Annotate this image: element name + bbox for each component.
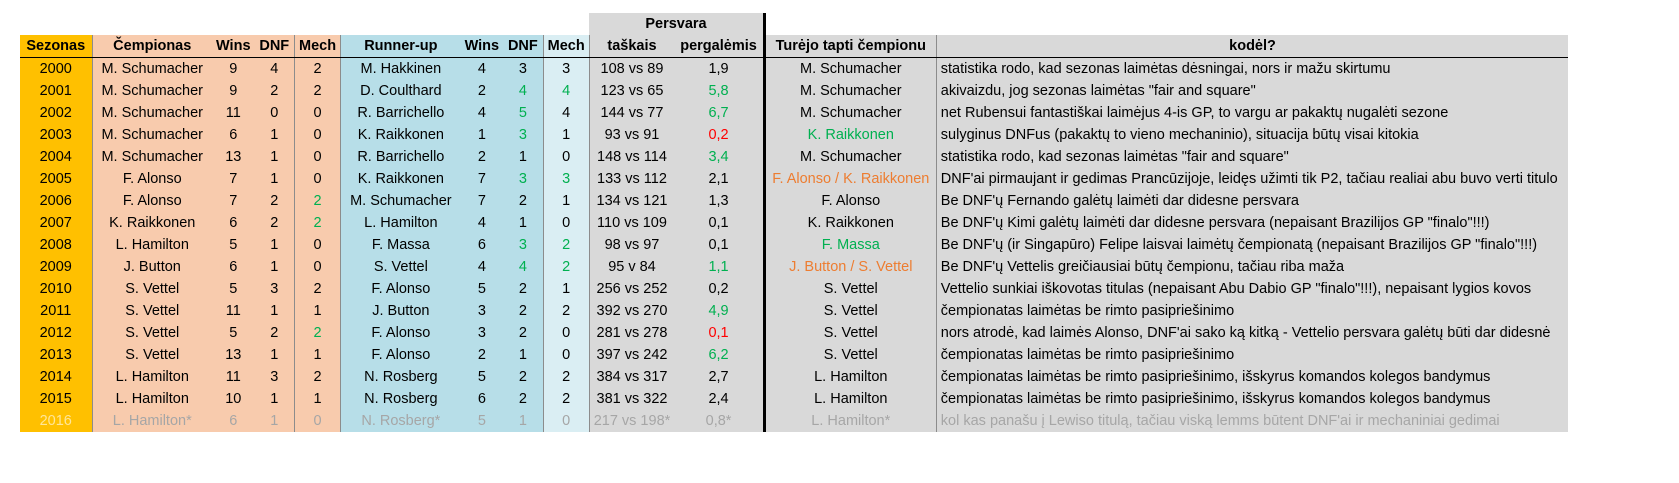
runner-dnf-cell[interactable]: 2 — [503, 366, 543, 388]
dnf-cell[interactable]: 1 — [255, 256, 295, 278]
points-cell[interactable]: 93 vs 91 — [589, 124, 674, 146]
wins-margin-cell[interactable]: 0,2 — [674, 124, 764, 146]
runner-wins-cell[interactable]: 4 — [461, 102, 504, 124]
table-row[interactable] — [20, 322, 1568, 344]
col-why[interactable]: kodėl? — [936, 35, 1568, 58]
season-cell[interactable]: 2011 — [20, 300, 92, 322]
runner-wins-cell[interactable]: 1 — [461, 124, 504, 146]
champion-cell[interactable]: F. Alonso — [92, 190, 212, 212]
should-be-cell[interactable]: F. Massa — [764, 234, 936, 256]
should-be-cell[interactable]: M. Schumacher — [764, 102, 936, 124]
runner-mech-cell[interactable]: 2 — [543, 256, 589, 278]
points-cell[interactable]: 123 vs 65 — [589, 80, 674, 102]
season-cell[interactable]: 2014 — [20, 366, 92, 388]
should-be-cell[interactable]: S. Vettel — [764, 278, 936, 300]
mech-cell[interactable]: 1 — [295, 388, 341, 410]
dnf-cell[interactable]: 0 — [255, 102, 295, 124]
why-cell[interactable]: čempionatas laimėtas be rimto pasipriešinimo, išskyrus komandos kolegos bandymus — [936, 366, 1568, 388]
runner-wins-cell[interactable]: 5 — [461, 366, 504, 388]
should-be-cell[interactable]: L. Hamilton — [764, 388, 936, 410]
runner-wins-cell[interactable]: 6 — [461, 388, 504, 410]
runner-mech-cell[interactable]: 0 — [543, 410, 589, 432]
runner-wins-cell[interactable]: 4 — [461, 212, 504, 234]
mech-cell[interactable]: 2 — [295, 322, 341, 344]
table-row[interactable] — [20, 278, 1568, 300]
mech-cell[interactable]: 1 — [295, 344, 341, 366]
points-cell[interactable]: 281 vs 278 — [589, 322, 674, 344]
runner-wins-cell[interactable]: 4 — [461, 256, 504, 278]
should-be-cell[interactable]: S. Vettel — [764, 344, 936, 366]
why-cell[interactable]: čempionatas laimėtas be rimto pasipriešinimo — [936, 344, 1568, 366]
wins-margin-cell[interactable]: 1,9 — [674, 58, 764, 81]
dnf-cell[interactable]: 1 — [255, 388, 295, 410]
runner-up-cell[interactable]: R. Barrichello — [341, 146, 461, 168]
wins-margin-cell[interactable]: 5,8 — [674, 80, 764, 102]
why-cell[interactable]: nors atrodė, kad laimės Alonso, DNF'ai sako ką kitką - Vettelio persvara galėtų būti dar didesnė — [936, 322, 1568, 344]
runner-dnf-cell[interactable]: 3 — [503, 168, 543, 190]
dnf-cell[interactable]: 2 — [255, 322, 295, 344]
points-cell[interactable]: 148 vs 114 — [589, 146, 674, 168]
champion-cell[interactable]: L. Hamilton — [92, 388, 212, 410]
why-cell[interactable]: Be DNF'ų (ir Singapūro) Felipe laisvai laimėtų čempionatą (nepaisant Brazilijos GP "finalo"!!!) — [936, 234, 1568, 256]
runner-mech-cell[interactable]: 0 — [543, 212, 589, 234]
runner-mech-cell[interactable]: 1 — [543, 278, 589, 300]
should-be-cell[interactable]: F. Alonso — [764, 190, 936, 212]
col-champion[interactable]: Čempionas — [92, 35, 212, 58]
runner-dnf-cell[interactable]: 1 — [503, 146, 543, 168]
runner-dnf-cell[interactable]: 3 — [503, 234, 543, 256]
wins-margin-cell[interactable]: 0,8* — [674, 410, 764, 432]
runner-dnf-cell[interactable]: 2 — [503, 278, 543, 300]
table-row[interactable] — [20, 388, 1568, 410]
runner-mech-cell[interactable]: 4 — [543, 80, 589, 102]
runner-mech-cell[interactable]: 2 — [543, 234, 589, 256]
runner-up-cell[interactable]: N. Rosberg — [341, 388, 461, 410]
runner-up-cell[interactable]: S. Vettel — [341, 256, 461, 278]
runner-dnf-cell[interactable]: 3 — [503, 58, 543, 81]
runner-dnf-cell[interactable]: 1 — [503, 212, 543, 234]
dnf-cell[interactable]: 1 — [255, 344, 295, 366]
runner-up-cell[interactable]: J. Button — [341, 300, 461, 322]
why-cell[interactable]: Be DNF'ų Vettelis greičiausiai būtų čempionu, tačiau riba maža — [936, 256, 1568, 278]
runner-dnf-cell[interactable]: 2 — [503, 300, 543, 322]
runner-up-cell[interactable]: M. Schumacher — [341, 190, 461, 212]
championship-table — [20, 13, 1568, 432]
should-be-cell[interactable]: F. Alonso / K. Raikkonen — [764, 168, 936, 190]
runner-mech-cell[interactable]: 0 — [543, 146, 589, 168]
table-row[interactable] — [20, 102, 1568, 124]
table-row[interactable] — [20, 212, 1568, 234]
wins-margin-cell[interactable]: 3,4 — [674, 146, 764, 168]
season-cell[interactable]: 2016 — [20, 410, 92, 432]
dnf-cell[interactable]: 1 — [255, 146, 295, 168]
col-season[interactable]: Sezonas — [20, 35, 92, 58]
wins-cell[interactable]: 5 — [212, 322, 255, 344]
mech-cell[interactable]: 2 — [295, 278, 341, 300]
col-runner-wins[interactable]: Wins — [461, 35, 504, 58]
wins-cell[interactable]: 13 — [212, 344, 255, 366]
dnf-cell[interactable]: 3 — [255, 278, 295, 300]
wins-cell[interactable]: 5 — [212, 278, 255, 300]
wins-cell[interactable]: 6 — [212, 212, 255, 234]
runner-up-cell[interactable]: L. Hamilton — [341, 212, 461, 234]
wins-cell[interactable]: 11 — [212, 366, 255, 388]
should-be-cell[interactable]: K. Raikkonen — [764, 212, 936, 234]
mech-cell[interactable]: 2 — [295, 366, 341, 388]
runner-wins-cell[interactable]: 3 — [461, 300, 504, 322]
season-cell[interactable]: 2008 — [20, 234, 92, 256]
wins-margin-cell[interactable]: 0,1 — [674, 322, 764, 344]
mech-cell[interactable]: 0 — [295, 234, 341, 256]
wins-margin-cell[interactable]: 6,7 — [674, 102, 764, 124]
col-should-be[interactable]: Turėjo tapti čempionu — [764, 35, 936, 58]
champion-cell[interactable]: M. Schumacher — [92, 58, 212, 81]
season-cell[interactable]: 2006 — [20, 190, 92, 212]
mech-cell[interactable]: 1 — [295, 300, 341, 322]
table-row[interactable] — [20, 366, 1568, 388]
runner-dnf-cell[interactable]: 4 — [503, 80, 543, 102]
wins-cell[interactable]: 10 — [212, 388, 255, 410]
wins-cell[interactable]: 11 — [212, 300, 255, 322]
season-cell[interactable]: 2015 — [20, 388, 92, 410]
champion-cell[interactable]: S. Vettel — [92, 278, 212, 300]
runner-wins-cell[interactable]: 2 — [461, 344, 504, 366]
why-cell[interactable]: statistika rodo, kad sezonas laimėtas "fair and square" — [936, 146, 1568, 168]
champion-cell[interactable]: S. Vettel — [92, 322, 212, 344]
runner-mech-cell[interactable]: 1 — [543, 124, 589, 146]
wins-cell[interactable]: 9 — [212, 80, 255, 102]
wins-margin-cell[interactable]: 2,4 — [674, 388, 764, 410]
runner-dnf-cell[interactable]: 4 — [503, 256, 543, 278]
dnf-cell[interactable]: 2 — [255, 190, 295, 212]
runner-dnf-cell[interactable]: 5 — [503, 102, 543, 124]
runner-up-cell[interactable]: F. Alonso — [341, 278, 461, 300]
wins-cell[interactable]: 11 — [212, 102, 255, 124]
table-row[interactable] — [20, 300, 1568, 322]
should-be-cell[interactable]: M. Schumacher — [764, 58, 936, 81]
points-cell[interactable]: 144 vs 77 — [589, 102, 674, 124]
col-dnf[interactable]: DNF — [255, 35, 295, 58]
runner-wins-cell[interactable]: 2 — [461, 146, 504, 168]
mech-cell[interactable]: 2 — [295, 58, 341, 81]
champion-cell[interactable]: M. Schumacher — [92, 102, 212, 124]
why-cell[interactable]: Vettelio sunkiai iškovotas titulas (nepaisant Abu Dabio GP "finalo"!!!), nepaisant lygios kovos — [936, 278, 1568, 300]
runner-mech-cell[interactable]: 2 — [543, 300, 589, 322]
dnf-cell[interactable]: 2 — [255, 212, 295, 234]
season-cell[interactable]: 2012 — [20, 322, 92, 344]
table-row[interactable] — [20, 168, 1568, 190]
dnf-cell[interactable]: 2 — [255, 80, 295, 102]
runner-mech-cell[interactable]: 0 — [543, 344, 589, 366]
runner-up-cell[interactable]: M. Hakkinen — [341, 58, 461, 81]
runner-up-cell[interactable]: K. Raikkonen — [341, 124, 461, 146]
wins-margin-cell[interactable]: 0,1 — [674, 234, 764, 256]
runner-wins-cell[interactable]: 7 — [461, 190, 504, 212]
runner-wins-cell[interactable]: 7 — [461, 168, 504, 190]
dnf-cell[interactable]: 1 — [255, 234, 295, 256]
champion-cell[interactable]: K. Raikkonen — [92, 212, 212, 234]
should-be-cell[interactable]: S. Vettel — [764, 322, 936, 344]
wins-cell[interactable]: 5 — [212, 234, 255, 256]
wins-cell[interactable]: 6 — [212, 124, 255, 146]
points-cell[interactable]: 397 vs 242 — [589, 344, 674, 366]
runner-dnf-cell[interactable]: 3 — [503, 124, 543, 146]
runner-up-cell[interactable]: N. Rosberg* — [341, 410, 461, 432]
season-cell[interactable]: 2002 — [20, 102, 92, 124]
runner-dnf-cell[interactable]: 2 — [503, 190, 543, 212]
dnf-cell[interactable]: 1 — [255, 124, 295, 146]
mech-cell[interactable]: 2 — [295, 80, 341, 102]
runner-up-cell[interactable]: K. Raikkonen — [341, 168, 461, 190]
runner-up-cell[interactable]: F. Alonso — [341, 322, 461, 344]
runner-up-cell[interactable]: F. Massa — [341, 234, 461, 256]
wins-margin-cell[interactable]: 1,1 — [674, 256, 764, 278]
season-cell[interactable]: 2000 — [20, 58, 92, 81]
runner-up-cell[interactable]: D. Coulthard — [341, 80, 461, 102]
points-cell[interactable]: 95 v 84 — [589, 256, 674, 278]
champion-cell[interactable]: F. Alonso — [92, 168, 212, 190]
should-be-cell[interactable]: J. Button / S. Vettel — [764, 256, 936, 278]
runner-wins-cell[interactable]: 5 — [461, 410, 504, 432]
season-cell[interactable]: 2003 — [20, 124, 92, 146]
table-row[interactable] — [20, 344, 1568, 366]
why-cell[interactable]: DNF'ai pirmaujant ir gedimas Prancūzijoje, leidęs užimti tik P2, tačiau realiai abu buvo verti titulo — [936, 168, 1568, 190]
mech-cell[interactable]: 0 — [295, 168, 341, 190]
persvara-group-header: Persvara — [589, 13, 764, 35]
runner-mech-cell[interactable]: 2 — [543, 366, 589, 388]
season-cell[interactable]: 2010 — [20, 278, 92, 300]
dnf-cell[interactable]: 3 — [255, 366, 295, 388]
points-cell[interactable]: 110 vs 109 — [589, 212, 674, 234]
why-cell[interactable]: Be DNF'ų Fernando galėtų laimėti dar didesne persvara — [936, 190, 1568, 212]
why-cell[interactable]: Be DNF'ų Kimi galėtų laimėti dar didesne persvara (nepaisant Brazilijos GP "finalo"!!!) — [936, 212, 1568, 234]
why-cell[interactable]: sulyginus DNFus (pakaktų to vieno mechaninio), situacija būtų visai kitokia — [936, 124, 1568, 146]
champion-cell[interactable]: M. Schumacher — [92, 146, 212, 168]
season-cell[interactable]: 2009 — [20, 256, 92, 278]
runner-wins-cell[interactable]: 6 — [461, 234, 504, 256]
runner-wins-cell[interactable]: 2 — [461, 80, 504, 102]
col-wins-margin[interactable]: pergalėmis — [674, 35, 764, 58]
champion-cell[interactable]: L. Hamilton — [92, 234, 212, 256]
mech-cell[interactable]: 0 — [295, 124, 341, 146]
points-cell[interactable]: 134 vs 121 — [589, 190, 674, 212]
why-cell[interactable]: kol kas panašu į Lewiso titulą, tačiau viską lemms būtent DNF'ai ir mechaniniai gedimai — [936, 410, 1568, 432]
table-row[interactable] — [20, 190, 1568, 212]
mech-cell[interactable]: 0 — [295, 410, 341, 432]
champion-cell[interactable]: L. Hamilton* — [92, 410, 212, 432]
season-cell[interactable]: 2013 — [20, 344, 92, 366]
runner-up-cell[interactable]: F. Alonso — [341, 344, 461, 366]
wins-cell[interactable]: 6 — [212, 256, 255, 278]
wins-margin-cell[interactable]: 0,1 — [674, 212, 764, 234]
runner-up-cell[interactable]: N. Rosberg — [341, 366, 461, 388]
wins-margin-cell[interactable]: 1,3 — [674, 190, 764, 212]
wins-cell[interactable]: 7 — [212, 168, 255, 190]
wins-cell[interactable]: 7 — [212, 190, 255, 212]
should-be-cell[interactable]: M. Schumacher — [764, 146, 936, 168]
points-cell[interactable]: 381 vs 322 — [589, 388, 674, 410]
should-be-cell[interactable]: M. Schumacher — [764, 80, 936, 102]
points-cell[interactable]: 217 vs 198* — [589, 410, 674, 432]
season-cell[interactable]: 2007 — [20, 212, 92, 234]
wins-margin-cell[interactable]: 4,9 — [674, 300, 764, 322]
should-be-cell[interactable]: L. Hamilton — [764, 366, 936, 388]
runner-mech-cell[interactable]: 3 — [543, 168, 589, 190]
wins-cell[interactable]: 6 — [212, 410, 255, 432]
why-cell[interactable]: čempionatas laimėtas be rimto pasipriešinimo — [936, 300, 1568, 322]
champion-cell[interactable]: M. Schumacher — [92, 124, 212, 146]
should-be-cell[interactable]: S. Vettel — [764, 300, 936, 322]
runner-mech-cell[interactable]: 3 — [543, 58, 589, 81]
mech-cell[interactable]: 0 — [295, 146, 341, 168]
runner-dnf-cell[interactable]: 1 — [503, 344, 543, 366]
points-cell[interactable]: 256 vs 252 — [589, 278, 674, 300]
mech-cell[interactable]: 2 — [295, 212, 341, 234]
table-row[interactable] — [20, 58, 1568, 81]
runner-wins-cell[interactable]: 4 — [461, 58, 504, 81]
runner-up-cell[interactable]: R. Barrichello — [341, 102, 461, 124]
mech-cell[interactable]: 2 — [295, 190, 341, 212]
points-cell[interactable]: 98 vs 97 — [589, 234, 674, 256]
why-cell[interactable]: čempionatas laimėtas be rimto pasipriešinimo, išskyrus komandos kolegos bandymus — [936, 388, 1568, 410]
col-mech[interactable]: Mech — [295, 35, 341, 58]
runner-mech-cell[interactable]: 1 — [543, 190, 589, 212]
runner-dnf-cell[interactable]: 1 — [503, 410, 543, 432]
col-runner-dnf[interactable]: DNF — [503, 35, 543, 58]
table-row[interactable] — [20, 80, 1568, 102]
champion-cell[interactable]: J. Button — [92, 256, 212, 278]
col-points[interactable]: taškais — [589, 35, 674, 58]
dnf-cell[interactable]: 4 — [255, 58, 295, 81]
season-cell[interactable]: 2001 — [20, 80, 92, 102]
dnf-cell[interactable]: 1 — [255, 300, 295, 322]
season-cell[interactable]: 2005 — [20, 168, 92, 190]
should-be-cell[interactable]: K. Raikkonen — [764, 124, 936, 146]
runner-mech-cell[interactable]: 4 — [543, 102, 589, 124]
header-group-row — [20, 13, 1568, 35]
runner-mech-cell[interactable]: 0 — [543, 322, 589, 344]
col-runner-up[interactable]: Runner-up — [341, 35, 461, 58]
mech-cell[interactable]: 0 — [295, 102, 341, 124]
runner-dnf-cell[interactable]: 2 — [503, 322, 543, 344]
champion-cell[interactable]: L. Hamilton — [92, 366, 212, 388]
col-runner-mech[interactable]: Mech — [543, 35, 589, 58]
points-cell[interactable]: 108 vs 89 — [589, 58, 674, 81]
header-row — [20, 35, 1568, 58]
wins-margin-cell[interactable]: 6,2 — [674, 344, 764, 366]
runner-mech-cell[interactable]: 2 — [543, 388, 589, 410]
wins-margin-cell[interactable]: 0,2 — [674, 278, 764, 300]
table-row[interactable] — [20, 146, 1568, 168]
why-cell[interactable]: net Rubensui fantastiškai laimėjus 4-is GP, to vargu ar pakaktų nugalėti sezone — [936, 102, 1568, 124]
dnf-cell[interactable]: 1 — [255, 410, 295, 432]
why-cell[interactable]: akivaizdu, jog sezonas laimėtas "fair and square" — [936, 80, 1568, 102]
wins-margin-cell[interactable]: 2,7 — [674, 366, 764, 388]
wins-cell[interactable]: 9 — [212, 58, 255, 81]
champion-cell[interactable]: M. Schumacher — [92, 80, 212, 102]
points-cell[interactable]: 384 vs 317 — [589, 366, 674, 388]
runner-wins-cell[interactable]: 5 — [461, 278, 504, 300]
table-row[interactable] — [20, 124, 1568, 146]
why-cell[interactable]: statistika rodo, kad sezonas laimėtas dėsningai, nors ir mažu skirtumu — [936, 58, 1568, 81]
points-cell[interactable]: 392 vs 270 — [589, 300, 674, 322]
champion-cell[interactable]: S. Vettel — [92, 344, 212, 366]
season-cell[interactable]: 2004 — [20, 146, 92, 168]
table-row[interactable] — [20, 234, 1568, 256]
dnf-cell[interactable]: 1 — [255, 168, 295, 190]
runner-dnf-cell[interactable]: 2 — [503, 388, 543, 410]
should-be-cell[interactable]: L. Hamilton* — [764, 410, 936, 432]
wins-margin-cell[interactable]: 2,1 — [674, 168, 764, 190]
champion-cell[interactable]: S. Vettel — [92, 300, 212, 322]
runner-wins-cell[interactable]: 3 — [461, 322, 504, 344]
table-row[interactable] — [20, 256, 1568, 278]
points-cell[interactable]: 133 vs 112 — [589, 168, 674, 190]
mech-cell[interactable]: 0 — [295, 256, 341, 278]
col-wins[interactable]: Wins — [212, 35, 255, 58]
wins-cell[interactable]: 13 — [212, 146, 255, 168]
table-row[interactable] — [20, 410, 1568, 432]
